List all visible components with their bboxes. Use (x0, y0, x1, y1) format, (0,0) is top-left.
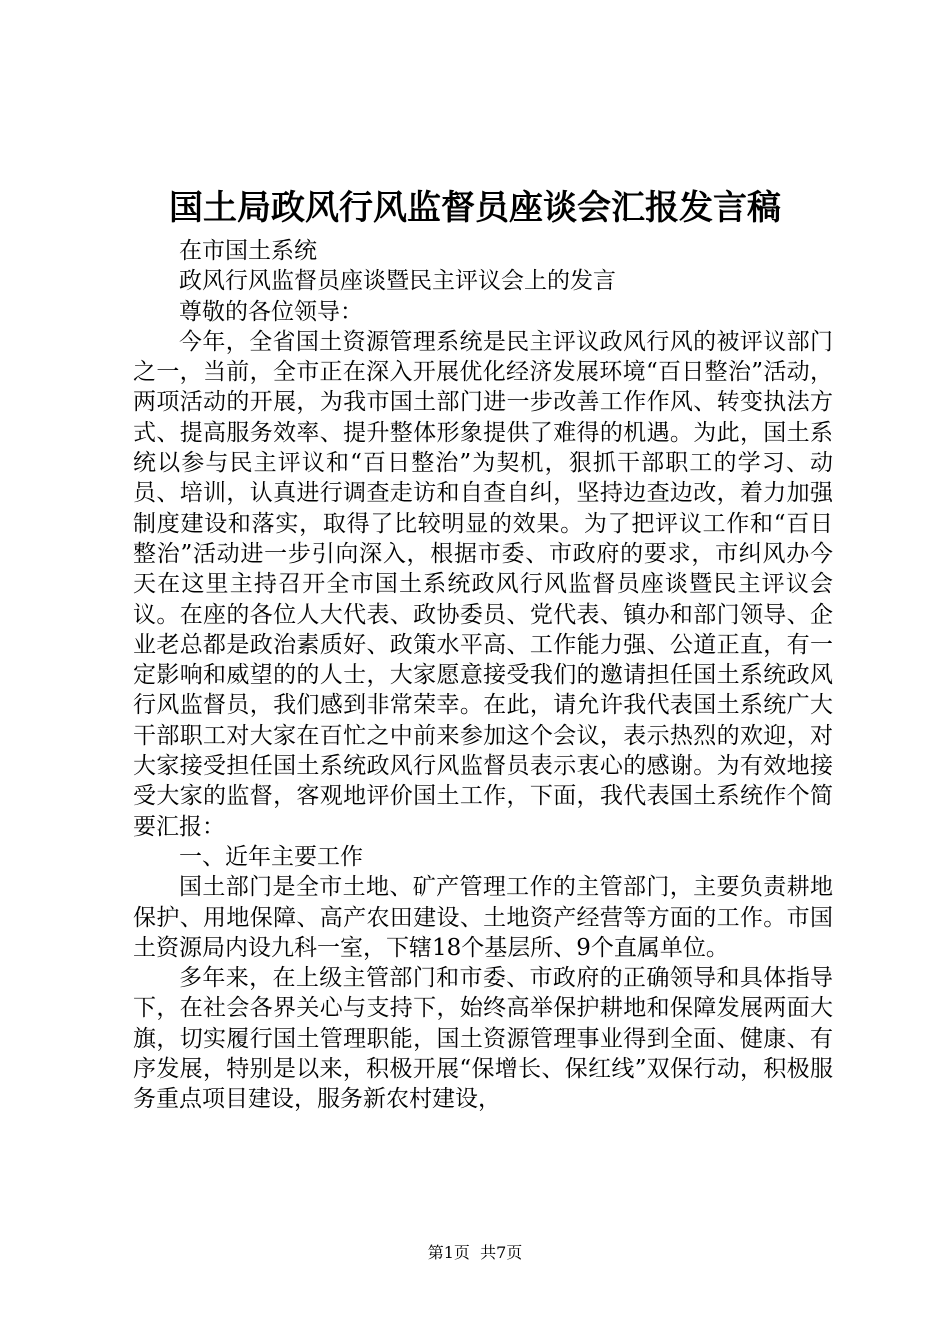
document-body (133, 236, 833, 1115)
paragraph-intro: 今年，全省国土资源管理系统是民主评议政风行风的被评议部门之一，当前，全市正在深入开展优化经济发展环境“百日整治”活动，两项活动的开展，为我市国土部门进一步改善工作作风、转变执法方式、提高服务效率、提升整体形象提供了难得的机遇。为此，国土系统以参与民主评议和“百日整治”为契机，狠抓干部职工的学习、动员、培训，认真进行调查走访和自查自纠，坚持边查边改，着力加强制度建设和落实，取得了比较明显的效果。为了把评议工作和“百日整治”活动进一步引向深入，根据市委、市政府的要求，市纠风办今天在这里主持召开全市国土系统政风行风监督员座谈暨民主评议会议。在座的各位人大代表、政协委员、党代表、镇办和部门领导、企业老总都是政治素质好、政策水平高、工作能力强、公道正直，有一定影响和威望的的人士，大家愿意接受我们的邀请担任国土系统政风行风监督员，我们感到非常荣幸。在此，请允许我代表国土系统广大干部职工对大家在百忙之中前来参加这个会议，表示热烈的欢迎，对大家接受担任国土系统政风行风监督员表示衷心的感谢。为有效地接受大家的监督，客观地评价国土工作，下面，我代表国土系统作个简要汇报： (133, 328, 833, 840)
paragraph-achievements: 多年来，在上级主管部门和市委、市政府的正确领导和具体指导下，在社会各界关心与支持下，始终高举保护耕地和保障发展两面大旗，切实履行国土管理职能，国土资源管理事业得到全面、健康、有序发展，特别是以来，积极开展“保增长、保红线”双保行动，积极服务重点项目建设，服务新农村建设， (133, 965, 833, 1113)
paragraph-venue: 在市国土系统 (179, 238, 317, 264)
page-total: 共7页 (480, 1243, 523, 1262)
document-title: 国土局政风行风监督员座谈会汇报发言稿 (169, 188, 781, 228)
paragraph-department-overview: 国土部门是全市土地、矿产管理工作的主管部门，主要负责耕地保护、用地保障、高产农田建设、土地资产经营等方面的工作。市国土资源局内设九科一室，下辖18个基层所、9个直属单位。 (133, 874, 833, 961)
page-footer (0, 1242, 950, 1264)
page-number: 第1页 (427, 1243, 470, 1262)
paragraph-occasion: 政风行风监督员座谈暨民主评议会上的发言 (179, 268, 616, 295)
paragraph-salutation: 尊敬的各位领导： (179, 298, 363, 325)
section-heading-1: 一、近年主要工作 (179, 843, 363, 870)
